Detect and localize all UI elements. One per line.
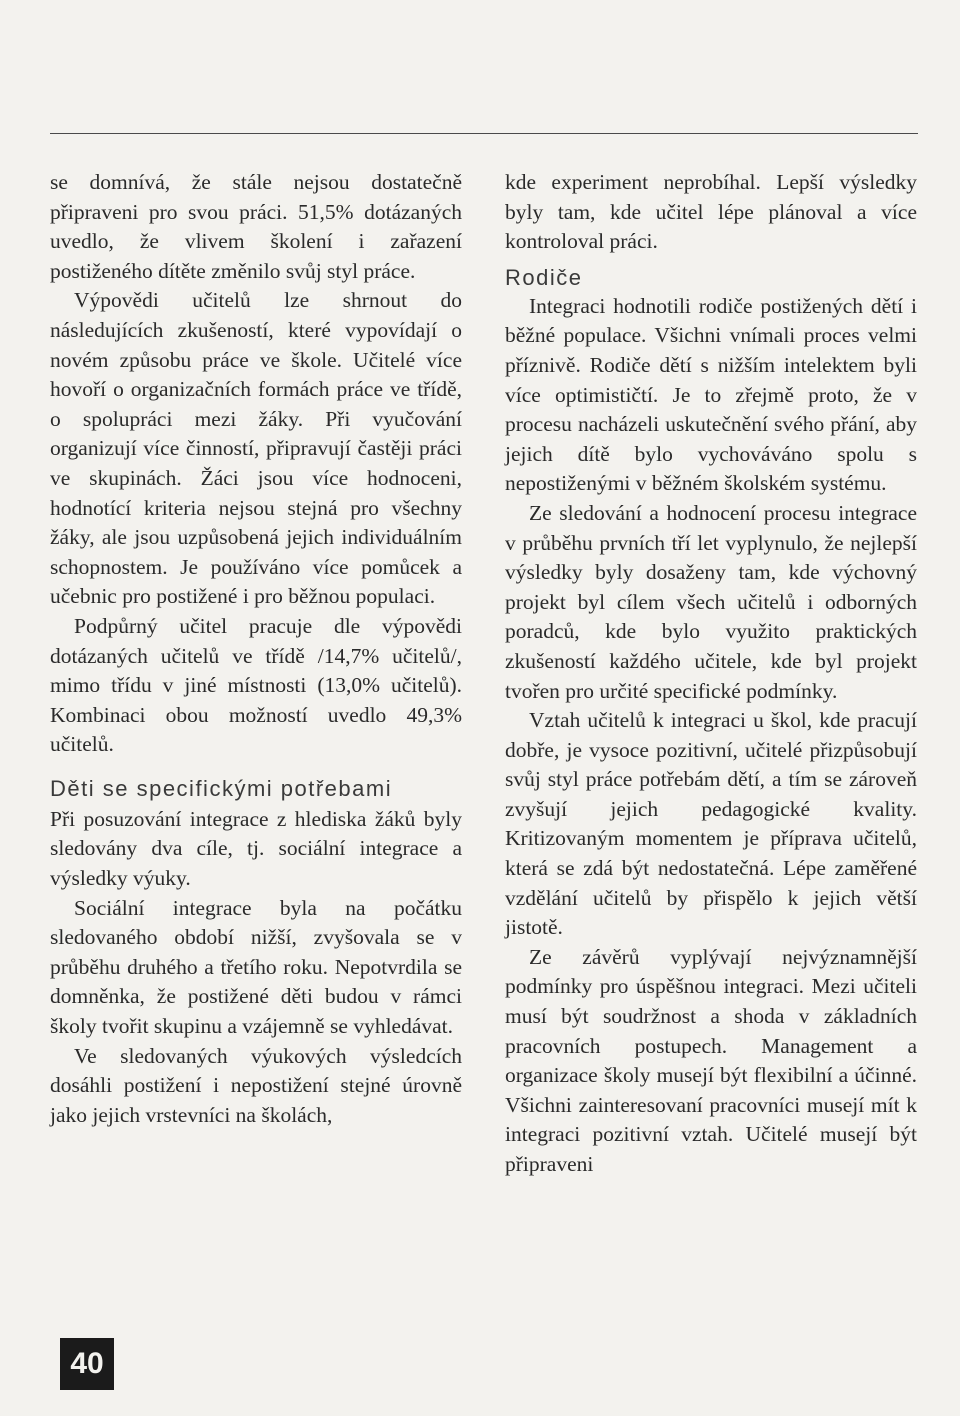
right-paragraph-3: Ze sledování a hodnocení procesu integrace v průběhu prvních tří let vyplynulo, že nejlepší výsledky byly dosaženy tam, kde výchovný projekt byl cílem všech učitelů i odborných poradců, kde bylo využito praktických zkušeností každého učitele, kde byl projekt tvořen pro určité specifické podmínky. bbox=[505, 500, 917, 703]
left-paragraph-3: Podpůrný učitel pracuje dle výpovědi dotázaných učitelů ve třídě /14,7% učitelů/, mimo třídu v jiné místnosti (13,0% učitelů). Kombinaci obou možností uvedlo 49,3% učitelů. bbox=[50, 613, 462, 757]
left-paragraph-4: Při posuzování integrace z hlediska žáků byly sledovány dva cíle, tj. sociální integrace a výsledky výuky. bbox=[50, 806, 462, 891]
right-paragraph-5: Ze závěrů vyplývají nejvýznamnější podmínky pro úspěšnou integraci. Mezi učiteli musí být soudržnost a shoda v základních pracovních postupech. Management a organizace školy musejí být flexibilní a účinné. Všichni zainteresovaní pracovníci musejí mít k integraci pozitivní vztah. Učitelé musejí být připraveni bbox=[505, 944, 917, 1176]
left-column bbox=[50, 168, 462, 1130]
left-paragraph-1: se domnívá, že stále nejsou dostatečně připraveni pro svou práci. 51,5% dotázaných uvedlo, že vlivem školení i zařazení postiženého dítěte změnilo svůj styl práce. bbox=[50, 170, 462, 283]
section-heading-special-needs: Děti se specifickými potřebami bbox=[50, 775, 393, 801]
left-paragraph-6: Ve sledovaných výukových výsledcích dosáhli postižení i nepostižení stejné úrovně jako jejich vrstevníci na školách, bbox=[50, 1043, 462, 1127]
left-paragraph-2: Výpovědi učitelů lze shrnout do následujících zkušeností, které vypovídají o novém způsobu práce ve škole. Učitelé více hovoří o organizačních formách práce ve třídě, o spolupráci mezi žáky. Při vyučování organizují více činností, připravují častěji práci ve skupinách. Žáci jsou více hodnoceni, hodnotící kriteria nejsou stejná pro všechny žáky, ale jsou uzpůsobená jejich individuálním schopnostem. Je používáno více pomůcek a učebnic pro postižené i pro běžnou populaci. bbox=[50, 288, 462, 609]
page-number: 40 bbox=[60, 1338, 114, 1390]
right-paragraph-2: Integraci hodnotili rodiče postižených dětí i běžné populace. Všichni vnímali proces velmi příznivě. Rodiče dětí s nižším intelektem byli více optimističtí. Je to zřejmě proto, že v procesu nacházeli uskutečnění svého přání, aby jejich dítě bylo vychováváno spolu s nepostiženými v běžném školském systému. bbox=[505, 293, 917, 496]
header-rule bbox=[50, 133, 918, 134]
section-heading-parents: Rodiče bbox=[505, 264, 583, 290]
right-paragraph-1: kde experiment neprobíhal. Lepší výsledky byly tam, kde učitel lépe plánoval a více kontroloval práci. bbox=[505, 170, 917, 254]
right-column bbox=[505, 168, 917, 1180]
right-paragraph-4: Vztah učitelů k integraci u škol, kde pracují dobře, je vysoce pozitivní, učitelé přizpůsobují svůj styl práce potřebám dětí, a tím se zároveň zvyšují jejich pedagogické kvality. Kritizovaným momentem je příprava učitelů, která se zdá být nedostatečná. Lépe zaměřené vzdělání učitelů by přispělo k jejich větší jistotě. bbox=[505, 708, 917, 940]
left-paragraph-5: Sociální integrace byla na počátku sledovaného období nižší, zvyšovala se v průběhu druhého a třetího roku. Nepotvrdila se domněnka, že postižené děti budou v rámci školy tvořit skupinu a vzájemně se vyhledávat. bbox=[50, 895, 462, 1039]
